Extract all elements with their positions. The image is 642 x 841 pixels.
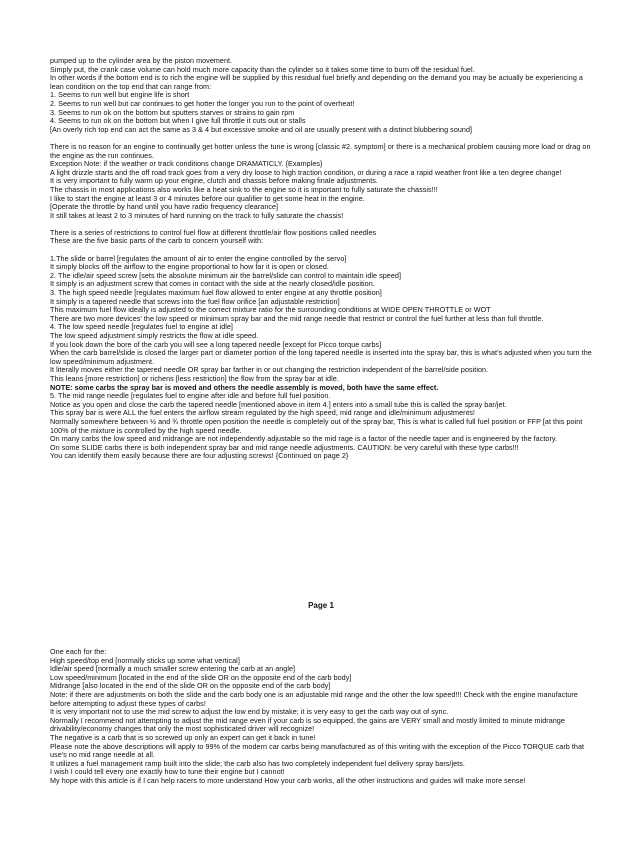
text-line: The low speed adjustment simply restricts the flow at idle speed.: [50, 331, 259, 340]
text-line: On some SLIDE carbs there is both independent spray bar and mid range needle adjustments. CAUTION: be very careful with these type carbs!!!: [50, 442, 519, 452]
text-line: It is very important not to use the mid screw to adjust the low end by mistake; it is very easy to get the carb way out of sync.: [50, 707, 449, 717]
text-line: One each for the:: [50, 647, 107, 656]
page-one-text: [50, 57, 595, 461]
text-line: This leans [more restriction] or richens [less restriction] the flow from the spray bar at idle.: [50, 373, 339, 383]
text-line: My hope with this article is if I can help racers to more understand How your carb works, all the other instructions and guides will make more sense!: [50, 775, 526, 785]
text-line: There is a series of restrictions to control fuel flow at different throttle/air flow positions called needles: [50, 227, 377, 237]
paragraph-residual-fuel: [50, 57, 595, 134]
text-line: [An overly rich top end can act the same as 3 & 4 but excessive smoke and oil are usually present with a distinct blubbering sound]: [50, 124, 473, 134]
text-line: I wish I could tell every one exactly how to tune their engine but I cannot!: [50, 767, 285, 777]
text-line: 3. Seems to run ok on the bottom but sputters starves or strains to gain rpm: [50, 107, 295, 117]
paragraph-adjusting-screws: [50, 648, 595, 786]
text-line: It still takes at least 2 to 3 minutes of hard running on the track to fully saturate the chassis!: [50, 210, 344, 220]
text-line: 2. The idle/air speed screw [sets the absolute minimum air the barrel/slide can control to maintain idle speed]: [50, 270, 401, 280]
bold-note: NOTE: some carbs the spray bar is moved and others the needle assembly is moved, both have the same effect.: [50, 382, 439, 392]
page-number: Page 1: [308, 601, 334, 610]
text-line: It utilizes a fuel management ramp built into the slide; the carb also has two completely independent fuel delivery spray bars/jets.: [50, 758, 465, 768]
text-line: High speed/top end [normally sticks up some what vertical]: [50, 655, 240, 665]
text-line: 5. The mid range needle [regulates fuel to engine after idle and before full fuel position.: [50, 391, 331, 401]
text-line: It simply is an adjustment screw that comes in contact with the side at the nearly closed/idle position.: [50, 279, 375, 289]
text-line: 4. Seems to run ok on the bottom but when I give full throttle it cuts out or stalls: [50, 116, 306, 126]
text-line: Normally somewhere between ½ and ¾ throttle open position the needle is completely out of the spray bar, This is what is called full fuel position or FFP [at this point 100% of the mixture is controlled by the high speed needle.: [50, 416, 583, 435]
text-line: Simply put, the crank case volume can hold much more capacity than the cylinder so it takes some time to burn off the residual fuel.: [50, 64, 475, 74]
text-line: The negative is a carb that is so screwed up only an expert can get it back in tune!: [50, 732, 316, 742]
text-line: There are two more devices' the low speed or minimum spray bar and the mid range needle that restrict or control the fuel further at less than full throttle.: [50, 313, 544, 323]
text-line: It is very important to fully warm up your engine, clutch and chassis before making finale adjustments.: [50, 176, 378, 186]
text-line: You can identify them easily because there are four adjusting screws! {Continued on page 2}: [50, 451, 349, 461]
text-line: 4. The low speed needle [regulates fuel to engine at idle]: [50, 322, 233, 332]
text-line: If you look down the bore of the carb you will see a long tapered needle [except for Picco torque carbs]: [50, 339, 382, 349]
text-line: [Operate the throttle by hand until you have radio frequency clearance]: [50, 202, 279, 212]
text-line: 2. Seems to run well but car continues to get hotter the longer you run to the point of overheat!: [50, 98, 355, 108]
text-line: It simply is a tapered needle that screws into the fuel flow orifice [an adjustable restriction]: [50, 296, 340, 306]
text-line: Notice as you open and close the carb the tapered needle [mentioned above in item 4.] enters into a small tube this is called the spray bar/jet.: [50, 399, 507, 409]
text-line: Exception Note: if the weather or track conditions change DRAMATICLY. {Examples}: [50, 159, 323, 169]
paragraph-carb-parts: [50, 255, 595, 461]
text-line: 3. The high speed needle [regulates maximum fuel flow allowed to enter engine at any throttle position]: [50, 288, 382, 298]
text-line: I like to start the engine at least 3 or 4 minutes before our qualifier to get some heat in the engine.: [50, 193, 365, 203]
paragraph-restrictions: [50, 229, 595, 246]
text-line: It simply blocks off the airflow to the engine proportional to how far it is open or closed.: [50, 262, 329, 272]
text-line: Low speed/minimum [located in the end of the slide OR on the opposite end of the carb body]: [50, 672, 352, 682]
text-line: These are the five basic parts of the carb to concern yourself with:: [50, 236, 264, 246]
text-line: 1. Seems to run well but engine life is short: [50, 90, 190, 100]
text-line: It literally moves either the tapered needle OR spray bar farther in or out changing the restriction independent of the barrel/side position.: [50, 365, 489, 375]
text-line: This maximum fuel flow ideally is adjusted to the correct mixture ratio for the surrounding conditions at WIDE OPEN THROTTLE or WOT: [50, 305, 491, 315]
page-two-text: [50, 648, 595, 786]
text-line: In other words if the bottom end is to rich the engine will be supplied by this residual fuel briefly and depending on the demand you may be actually be experiencing a lean condition on the top end that can range from:: [50, 73, 583, 91]
text-line: On many carbs the low speed and midrange are not independently adjustable so the mid rage is a factor of the needle taper and is engineered by the factory.: [50, 434, 558, 444]
text-line: There is no reason for an engine to continually get hotter unless the tune is wrong [classic #2. symptom] or there is a mechanical problem causing more load or drag on the engine as the run continues.: [50, 141, 591, 160]
text-line: Idle/air speed [normally a much smaller screw entering the carb at an angle]: [50, 664, 296, 674]
text-line: This spray bar is were ALL the fuel enters the airflow stream regulated by the high speed, mid range and idle/minimum adjustments!: [50, 408, 475, 418]
text-line: The chassis in most applications also works like a heat sink to the engine so it is important to fully saturate the chassis!!!: [50, 184, 438, 194]
text-line: Midrange [also located in the end of the slide OR on the opposite end of the carb body]: [50, 681, 331, 691]
text-line: Please note the above descriptions will apply to 99% of the modern car carbs being manufactured as of this writing with the exception of the Picco TORQUE carb that use's no mid range needle at all.: [50, 741, 585, 760]
text-line: When the carb barrel/slide is closed the larger part or diameter portion of the long tapered needle is inserted into the spray bar, this is what's adjusted when you turn the low speed/minimum adjustment.: [50, 348, 592, 366]
text-line: pumped up to the cylinder area by the piston movement.: [50, 56, 233, 65]
text-line: Note: if there are adjustments on both the slide and the carb body one is an adjustable mid range and the other the low speed!!! Check with the engine manufacture before attempting to adjust these types of carbs!: [50, 689, 578, 708]
text-line: A light drizzle starts and the off road track goes from a very dry loose to high traction condition, or during a race a rapid weather front like a ten degree change!: [50, 167, 562, 177]
text-line: 1.The slide or barrel [regulates the amount of air to enter the engine controlled by the servo]: [50, 253, 347, 263]
paragraph-overheat: [50, 143, 595, 220]
text-line: Normally I recommend not attempting to adjust the mid range even if your carb is so equipped, the gains are VERY small and mostly limited to minute midrange drivability/economy changes that only the most sophisticated driver will recognize!: [50, 715, 565, 734]
